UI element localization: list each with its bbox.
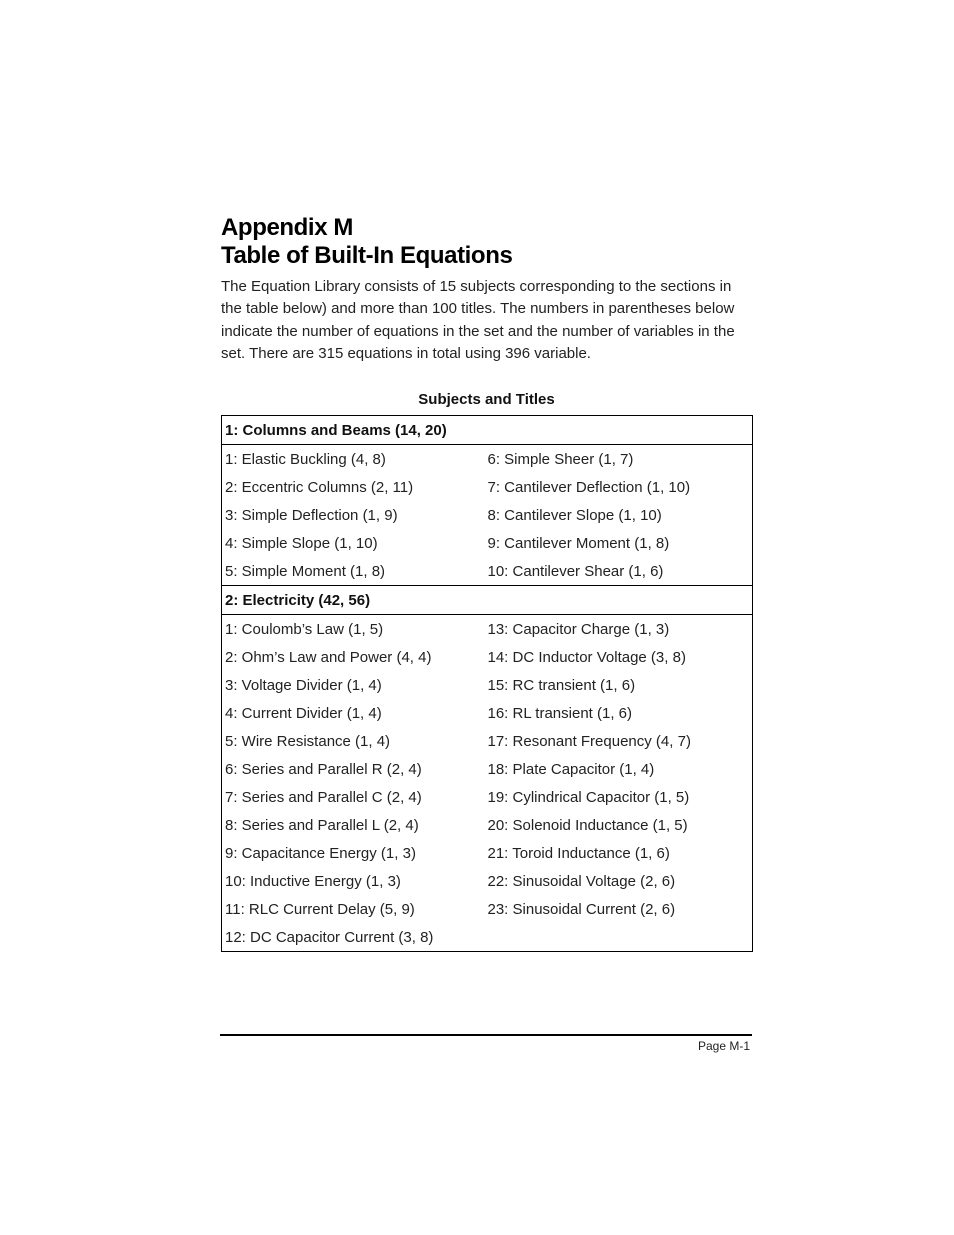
equation-right: 8: Cantilever Slope (1, 10) (488, 501, 753, 529)
table-row (222, 839, 753, 867)
table-row (222, 671, 753, 699)
footer-rule (220, 1034, 752, 1036)
equation-right: 19: Cylindrical Capacitor (1, 5) (488, 783, 753, 811)
intro-paragraph: The Equation Library consists of 15 subjects corresponding to the sections in the table below) and more than 100 titles. The numbers in parentheses below indicate the number of equations in the set and the number of variables in the set. There are 315 equations in total using 396 variable. (221, 278, 735, 362)
equation-right: 15: RC transient (1, 6) (488, 671, 753, 699)
equation-left: 9: Capacitance Energy (1, 3) (222, 839, 488, 867)
equation-right: 21: Toroid Inductance (1, 6) (488, 839, 753, 867)
equations-table (221, 415, 753, 952)
page-number: Page M-1 (697, 1039, 750, 1053)
equation-left: 6: Series and Parallel R (2, 4) (222, 755, 488, 783)
table-row (222, 867, 753, 895)
section-title: 2: Electricity (42, 56) (222, 586, 753, 615)
equation-left: 3: Simple Deflection (1, 9) (222, 501, 488, 529)
table-row (222, 783, 753, 811)
equation-right: 10: Cantilever Shear (1, 6) (488, 557, 753, 586)
table-row (222, 473, 753, 501)
equation-left: 4: Simple Slope (1, 10) (222, 529, 488, 557)
section-header-row (222, 586, 753, 615)
table-row (222, 755, 753, 783)
table-row (222, 529, 753, 557)
equation-left: 7: Series and Parallel C (2, 4) (222, 783, 488, 811)
equation-right: 14: DC Inductor Voltage (3, 8) (488, 643, 753, 671)
equation-right: 23: Sinusoidal Current (2, 6) (488, 895, 753, 923)
table-row (222, 557, 753, 586)
equation-left: 2: Ohm’s Law and Power (4, 4) (222, 643, 488, 671)
equation-left: 1: Coulomb’s Law (1, 5) (222, 615, 488, 644)
equation-right: 18: Plate Capacitor (1, 4) (488, 755, 753, 783)
table-row (222, 895, 753, 923)
equation-left: 8: Series and Parallel L (2, 4) (222, 811, 488, 839)
equation-left: 10: Inductive Energy (1, 3) (222, 867, 488, 895)
page-title (221, 214, 752, 270)
table-row (222, 445, 753, 474)
table-row (222, 923, 753, 952)
table-row (222, 699, 753, 727)
table-row (222, 643, 753, 671)
equation-left: 5: Simple Moment (1, 8) (222, 557, 488, 586)
table-row (222, 727, 753, 755)
section-header-row (222, 416, 753, 445)
equation-left: 12: DC Capacitor Current (3, 8) (222, 923, 488, 952)
equation-right: 6: Simple Sheer (1, 7) (488, 445, 753, 474)
table-row (222, 811, 753, 839)
table-row (222, 615, 753, 644)
equation-left: 11: RLC Current Delay (5, 9) (222, 895, 488, 923)
table-row (222, 501, 753, 529)
equation-right: 13: Capacitor Charge (1, 3) (488, 615, 753, 644)
title-line-2: Table of Built-In Equations (221, 242, 513, 269)
table-caption: Subjects and Titles (418, 391, 555, 409)
page-body (221, 214, 752, 952)
equation-left: 5: Wire Resistance (1, 4) (222, 727, 488, 755)
equation-right: 17: Resonant Frequency (4, 7) (488, 727, 753, 755)
equation-left: 2: Eccentric Columns (2, 11) (222, 473, 488, 501)
equation-left: 4: Current Divider (1, 4) (222, 699, 488, 727)
equation-left: 1: Elastic Buckling (4, 8) (222, 445, 488, 474)
equation-right: 20: Solenoid Inductance (1, 5) (488, 811, 753, 839)
equation-right (488, 923, 753, 952)
equation-right: 22: Sinusoidal Voltage (2, 6) (488, 867, 753, 895)
equation-right: 7: Cantilever Deflection (1, 10) (488, 473, 753, 501)
equation-left: 3: Voltage Divider (1, 4) (222, 671, 488, 699)
title-line-1: Appendix M (221, 214, 353, 241)
equation-right: 16: RL transient (1, 6) (488, 699, 753, 727)
section-title: 1: Columns and Beams (14, 20) (222, 416, 753, 445)
equation-right: 9: Cantilever Moment (1, 8) (488, 529, 753, 557)
